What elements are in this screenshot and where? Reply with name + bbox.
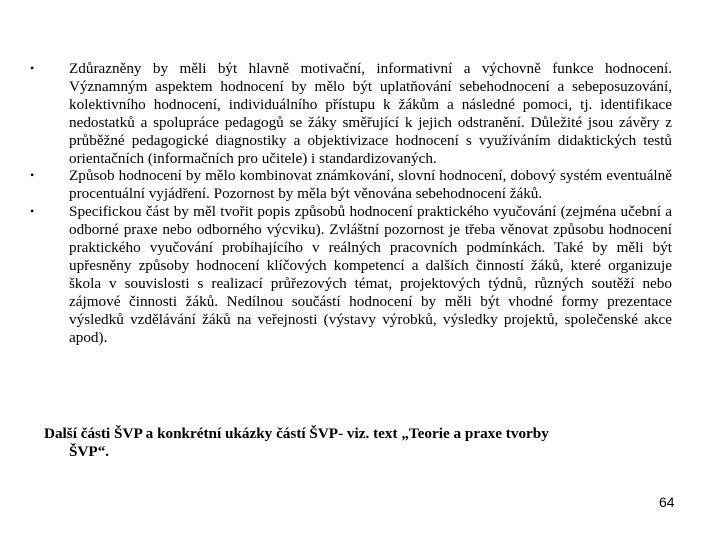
bullet-item-evaluation-methods [30, 167, 672, 203]
bullet-text: Specifickou část by měl tvořit popis způsobů hodnocení praktického vyučování (zejména učební a odborné praxe nebo odborného výcviku). Zvláštní pozornost je třeba věnovat způsobu hodnocení praktického vyučování probíhajícího v reálných pracovních podmínkách. Také by měli být upřesněny způsoby hodnocení klíčových kompetencí a dalších činností žáků, které organizuje škola v souvislosti s realizací průřezových témat, projektových týdnů, různých soutěží nebo zájmové činnosti žáků. Nedílnou součástí hodnocení by měli být vhodné formy prezentace výsledků vzdělávání žáků na veřejnosti (výstavy výrobků, výsledky projektů, společenské akce apod). [69, 203, 672, 346]
bullet-dot: • [30, 168, 35, 183]
page-number: 64 [659, 494, 675, 510]
footer-note [44, 425, 672, 461]
bullet-item-practical-evaluation [30, 203, 672, 346]
bullet-item-evaluation-functions [30, 60, 672, 167]
bullet-list [0, 60, 720, 347]
footer-note-line1: Další části ŠVP a konkrétní ukázky částí ŠVP- viz. text „Teorie a praxe tvorby [44, 425, 549, 442]
bullet-text: Způsob hodnocení by mělo kombinovat známkování, slovní hodnocení, dobový systém eventuálně procentuální vyjádření. Pozornost by měla být věnována sebehodnocení žáků. [69, 167, 672, 203]
bullet-dot: • [30, 61, 35, 75]
bullet-text: Zdůrazněny by měli být hlavně motivační, informativní a výchovně funkce hodnocení. Významným aspektem hodnocení by mělo být uplatňování sebehodnocení a sebeposuzování, kolektivního hodnocení, individuálního přístupu k žákům a následné pomoci, tj. identifikace nedostatků a spolupráce pedagogů se žáky směřující k jejich odstranění. Důležité jsou závěry z průběžné pedagogické diagnostiky a objektivizace hodnocení s využíváním didaktických testů orientačních (informačních pro učitele) i standardizovaných. [69, 60, 672, 167]
footer-note-line2: ŠVP“. [69, 443, 110, 460]
bullet-dot: • [30, 204, 35, 219]
